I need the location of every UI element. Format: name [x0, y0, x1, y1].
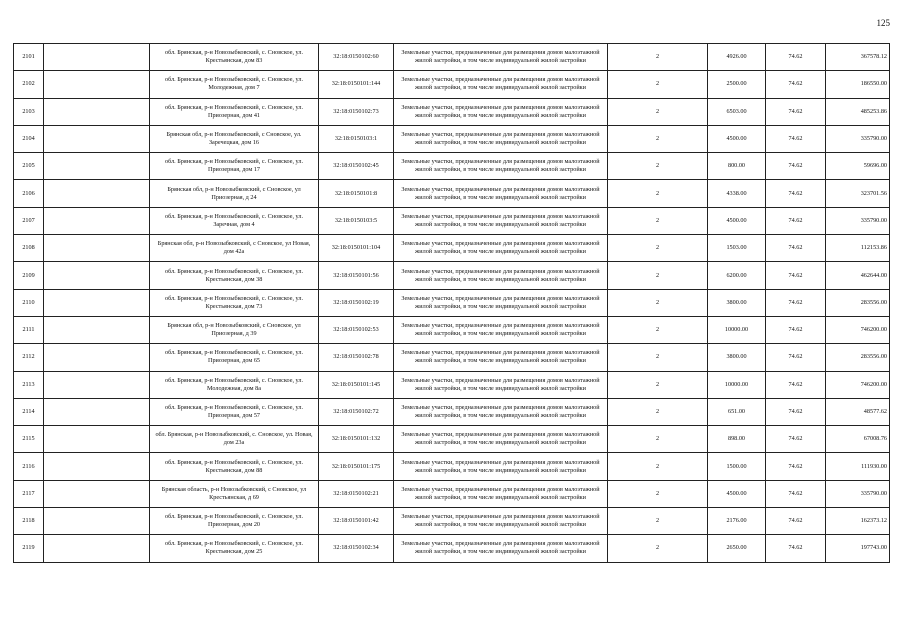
cadastral-number-cell: 32:18:0150101:145 — [319, 371, 394, 398]
rate-cell: 74.62 — [766, 371, 826, 398]
category-cell: 2 — [608, 180, 708, 207]
table-row — [14, 426, 890, 453]
area-cell: 2500.00 — [708, 71, 766, 98]
spacer-cell — [44, 207, 150, 234]
cadastral-value-cell: 67008.76 — [826, 426, 890, 453]
land-use-cell: Земельные участки, предназначенные для размещения домов малоэтажной жилой застройки, в том числе индивидуальной жилой застройки — [394, 207, 608, 234]
cadastral-value-cell: 283556.00 — [826, 289, 890, 316]
area-cell: 6503.00 — [708, 98, 766, 125]
address-cell: обл. Брянская, р-н Новозыбковский, с. Сновское, ул. Крестьянская, дом 25 — [150, 535, 319, 562]
spacer-cell — [44, 371, 150, 398]
land-use-cell: Земельные участки, предназначенные для размещения домов малоэтажной жилой застройки, в том числе индивидуальной жилой застройки — [394, 316, 608, 343]
area-cell: 3800.00 — [708, 289, 766, 316]
rate-cell: 74.62 — [766, 125, 826, 152]
address-cell: Брянская обл, р-н Новозыбковский, с Сновское, ул Новая, дом 42а — [150, 235, 319, 262]
address-cell: обл. Брянская, р-н Новозыбковский, с. Сновское, ул. Приозерная, дом 57 — [150, 398, 319, 425]
address-cell: обл. Брянская, р-н Новозыбковский, с. Сновское, ул. Крестьянская, дом 88 — [150, 453, 319, 480]
cadastral-value-cell: 59696.00 — [826, 153, 890, 180]
address-cell: обл. Брянская, р-н Новозыбковский, с. Сновское, ул. Молодежная, дом 7 — [150, 71, 319, 98]
cadastral-value-cell: 335790.00 — [826, 125, 890, 152]
rate-cell: 74.62 — [766, 262, 826, 289]
row-number: 2107 — [14, 207, 44, 234]
cadastral-value-cell: 367578.12 — [826, 44, 890, 71]
rate-cell: 74.62 — [766, 153, 826, 180]
cadastral-number-cell: 32:18:0150102:73 — [319, 98, 394, 125]
cadastral-number-cell: 32:18:0150101:144 — [319, 71, 394, 98]
table-row — [14, 207, 890, 234]
category-cell: 2 — [608, 44, 708, 71]
address-cell: обл. Брянская, р-н Новозыбковский, с. Сновское, ул. Крестьянская, дом 83 — [150, 44, 319, 71]
cadastral-value-cell: 335790.00 — [826, 480, 890, 507]
spacer-cell — [44, 71, 150, 98]
spacer-cell — [44, 453, 150, 480]
cadastral-value-cell: 197743.00 — [826, 535, 890, 562]
cadastral-number-cell: 32:18:0150102:19 — [319, 289, 394, 316]
area-cell: 4500.00 — [708, 207, 766, 234]
cadastral-number-cell: 32:18:0150101:175 — [319, 453, 394, 480]
rate-cell: 74.62 — [766, 44, 826, 71]
cadastral-number-cell: 32:18:0150101:42 — [319, 508, 394, 535]
area-cell: 1503.00 — [708, 235, 766, 262]
land-use-cell: Земельные участки, предназначенные для размещения домов малоэтажной жилой застройки, в том числе индивидуальной жилой застройки — [394, 71, 608, 98]
land-use-cell: Земельные участки, предназначенные для размещения домов малоэтажной жилой застройки, в том числе индивидуальной жилой застройки — [394, 453, 608, 480]
cadastral-value-cell: 112153.86 — [826, 235, 890, 262]
row-number: 2117 — [14, 480, 44, 507]
address-cell: обл. Брянская, р-н Новозыбковский, с. Сновское, ул. Крестьянская, дом 73 — [150, 289, 319, 316]
area-cell: 3800.00 — [708, 344, 766, 371]
rate-cell: 74.62 — [766, 453, 826, 480]
category-cell: 2 — [608, 480, 708, 507]
area-cell: 4500.00 — [708, 480, 766, 507]
table-row — [14, 371, 890, 398]
page-number: 125 — [876, 18, 890, 28]
land-use-cell: Земельные участки, предназначенные для размещения домов малоэтажной жилой застройки, в том числе индивидуальной жилой застройки — [394, 371, 608, 398]
row-number: 2110 — [14, 289, 44, 316]
cadastral-number-cell: 32:18:0150102:21 — [319, 480, 394, 507]
table-row — [14, 316, 890, 343]
table-row — [14, 480, 890, 507]
address-cell: Брянская обл, р-н Новозыбковский, с Сновское, ул Приозерная, д 39 — [150, 316, 319, 343]
area-cell: 898.00 — [708, 426, 766, 453]
row-number: 2115 — [14, 426, 44, 453]
cadastral-value-cell: 186550.00 — [826, 71, 890, 98]
cadastral-number-cell: 32:18:0150102:34 — [319, 535, 394, 562]
cadastral-number-cell: 32:18:0150101:104 — [319, 235, 394, 262]
cadastral-number-cell: 32:18:0150102:72 — [319, 398, 394, 425]
category-cell: 2 — [608, 71, 708, 98]
category-cell: 2 — [608, 344, 708, 371]
land-use-cell: Земельные участки, предназначенные для размещения домов малоэтажной жилой застройки, в том числе индивидуальной жилой застройки — [394, 344, 608, 371]
cadastral-number-cell: 32:18:0150101:132 — [319, 426, 394, 453]
table-row — [14, 344, 890, 371]
rate-cell: 74.62 — [766, 71, 826, 98]
category-cell: 2 — [608, 207, 708, 234]
area-cell: 2176.00 — [708, 508, 766, 535]
row-number: 2105 — [14, 153, 44, 180]
spacer-cell — [44, 344, 150, 371]
rate-cell: 74.62 — [766, 98, 826, 125]
category-cell: 2 — [608, 316, 708, 343]
cadastral-value-cell: 323701.56 — [826, 180, 890, 207]
table-row — [14, 508, 890, 535]
cadastral-value-cell: 335790.00 — [826, 207, 890, 234]
spacer-cell — [44, 98, 150, 125]
address-cell: обл. Брянская, р-н Новозыбковский, с. Сновское, ул. Приозерная, дом 65 — [150, 344, 319, 371]
spacer-cell — [44, 398, 150, 425]
rate-cell: 74.62 — [766, 289, 826, 316]
area-cell: 10000.00 — [708, 371, 766, 398]
address-cell: Брянская обл, р-н Новозыбковский, с Сновское, ул Приозерная, д 24 — [150, 180, 319, 207]
table-row — [14, 235, 890, 262]
address-cell: обл. Брянская, р-н Новозыбковский, с. Сновское, ул. Новая, дом 23а — [150, 426, 319, 453]
land-use-cell: Земельные участки, предназначенные для размещения домов малоэтажной жилой застройки, в том числе индивидуальной жилой застройки — [394, 180, 608, 207]
rate-cell: 74.62 — [766, 398, 826, 425]
rate-cell: 74.62 — [766, 316, 826, 343]
spacer-cell — [44, 316, 150, 343]
address-cell: обл. Брянская, р-н Новозыбковский, с. Сновское, ул. Заречная, дом 4 — [150, 207, 319, 234]
row-number: 2106 — [14, 180, 44, 207]
cadastral-number-cell: 32:18:0150101:8 — [319, 180, 394, 207]
land-use-cell: Земельные участки, предназначенные для размещения домов малоэтажной жилой застройки, в том числе индивидуальной жилой застройки — [394, 535, 608, 562]
area-cell: 4338.00 — [708, 180, 766, 207]
category-cell: 2 — [608, 508, 708, 535]
cadastral-value-cell: 111930.00 — [826, 453, 890, 480]
cadastral-number-cell: 32:18:0150102:78 — [319, 344, 394, 371]
row-number: 2114 — [14, 398, 44, 425]
address-cell: Брянская обл, р-н Новозыбковский, с Сновское, ул. Заречецкая, дом 16 — [150, 125, 319, 152]
spacer-cell — [44, 125, 150, 152]
area-cell: 10000.00 — [708, 316, 766, 343]
row-number: 2109 — [14, 262, 44, 289]
land-use-cell: Земельные участки, предназначенные для размещения домов малоэтажной жилой застройки, в том числе индивидуальной жилой застройки — [394, 508, 608, 535]
row-number: 2112 — [14, 344, 44, 371]
cadastral-value-cell: 162373.12 — [826, 508, 890, 535]
row-number: 2102 — [14, 71, 44, 98]
land-use-cell: Земельные участки, предназначенные для размещения домов малоэтажной жилой застройки, в том числе индивидуальной жилой застройки — [394, 153, 608, 180]
land-use-cell: Земельные участки, предназначенные для размещения домов малоэтажной жилой застройки, в том числе индивидуальной жилой застройки — [394, 235, 608, 262]
area-cell: 4500.00 — [708, 125, 766, 152]
land-use-cell: Земельные участки, предназначенные для размещения домов малоэтажной жилой застройки, в том числе индивидуальной жилой застройки — [394, 426, 608, 453]
table-row — [14, 180, 890, 207]
address-cell: обл. Брянская, р-н Новозыбковский, с. Сновское, ул. Молодежная, дом 8а — [150, 371, 319, 398]
cadastral-number-cell: 32:18:0150103:1 — [319, 125, 394, 152]
area-cell: 2650.00 — [708, 535, 766, 562]
area-cell: 651.00 — [708, 398, 766, 425]
cadastral-number-cell: 32:18:0150101:56 — [319, 262, 394, 289]
rate-cell: 74.62 — [766, 508, 826, 535]
category-cell: 2 — [608, 125, 708, 152]
table-row — [14, 153, 890, 180]
spacer-cell — [44, 180, 150, 207]
category-cell: 2 — [608, 371, 708, 398]
row-number: 2104 — [14, 125, 44, 152]
spacer-cell — [44, 426, 150, 453]
row-number: 2119 — [14, 535, 44, 562]
land-use-cell: Земельные участки, предназначенные для размещения домов малоэтажной жилой застройки, в том числе индивидуальной жилой застройки — [394, 480, 608, 507]
cadastral-number-cell: 32:18:0150102:53 — [319, 316, 394, 343]
table-row — [14, 262, 890, 289]
spacer-cell — [44, 153, 150, 180]
category-cell: 2 — [608, 535, 708, 562]
table-row — [14, 44, 890, 71]
land-use-cell: Земельные участки, предназначенные для размещения домов малоэтажной жилой застройки, в том числе индивидуальной жилой застройки — [394, 398, 608, 425]
cadastral-value-cell: 283556.00 — [826, 344, 890, 371]
cadastral-value-cell: 462644.00 — [826, 262, 890, 289]
land-use-cell: Земельные участки, предназначенные для размещения домов малоэтажной жилой застройки, в том числе индивидуальной жилой застройки — [394, 98, 608, 125]
table-row — [14, 125, 890, 152]
table-row — [14, 71, 890, 98]
category-cell: 2 — [608, 235, 708, 262]
area-cell: 4926.00 — [708, 44, 766, 71]
land-registry-table — [13, 43, 890, 563]
area-cell: 6200.00 — [708, 262, 766, 289]
area-cell: 800.00 — [708, 153, 766, 180]
table-row — [14, 98, 890, 125]
address-cell: обл. Брянская, р-н Новозыбковский, с. Сновское, ул. Приозерная, дом 20 — [150, 508, 319, 535]
address-cell: обл. Брянская, р-н Новозыбковский, с. Сновское, ул. Крестьянская, дом 38 — [150, 262, 319, 289]
table-row — [14, 289, 890, 316]
rate-cell: 74.62 — [766, 344, 826, 371]
cadastral-value-cell: 485253.86 — [826, 98, 890, 125]
category-cell: 2 — [608, 453, 708, 480]
rate-cell: 74.62 — [766, 426, 826, 453]
spacer-cell — [44, 44, 150, 71]
cadastral-number-cell: 32:18:0150102:45 — [319, 153, 394, 180]
category-cell: 2 — [608, 98, 708, 125]
rate-cell: 74.62 — [766, 207, 826, 234]
spacer-cell — [44, 480, 150, 507]
address-cell: Брянская область, р-н Новозыбковский, с Сновское, ул Крестьянская, д 69 — [150, 480, 319, 507]
cadastral-number-cell: 32:18:0150102:60 — [319, 44, 394, 71]
address-cell: обл. Брянская, р-н Новозыбковский, с. Сновское, ул. Приозерная, дом 17 — [150, 153, 319, 180]
category-cell: 2 — [608, 153, 708, 180]
rate-cell: 74.62 — [766, 480, 826, 507]
row-number: 2116 — [14, 453, 44, 480]
row-number: 2103 — [14, 98, 44, 125]
row-number: 2118 — [14, 508, 44, 535]
cadastral-number-cell: 32:18:0150103:5 — [319, 207, 394, 234]
rate-cell: 74.62 — [766, 180, 826, 207]
rate-cell: 74.62 — [766, 235, 826, 262]
land-use-cell: Земельные участки, предназначенные для размещения домов малоэтажной жилой застройки, в том числе индивидуальной жилой застройки — [394, 289, 608, 316]
table-row — [14, 535, 890, 562]
spacer-cell — [44, 289, 150, 316]
rate-cell: 74.62 — [766, 535, 826, 562]
row-number: 2113 — [14, 371, 44, 398]
row-number: 2108 — [14, 235, 44, 262]
category-cell: 2 — [608, 398, 708, 425]
area-cell: 1500.00 — [708, 453, 766, 480]
land-use-cell: Земельные участки, предназначенные для размещения домов малоэтажной жилой застройки, в том числе индивидуальной жилой застройки — [394, 262, 608, 289]
spacer-cell — [44, 535, 150, 562]
table-row — [14, 398, 890, 425]
table-row — [14, 453, 890, 480]
row-number: 2101 — [14, 44, 44, 71]
category-cell: 2 — [608, 289, 708, 316]
cadastral-value-cell: 746200.00 — [826, 316, 890, 343]
land-use-cell: Земельные участки, предназначенные для размещения домов малоэтажной жилой застройки, в том числе индивидуальной жилой застройки — [394, 44, 608, 71]
table-body — [14, 44, 890, 563]
category-cell: 2 — [608, 426, 708, 453]
spacer-cell — [44, 262, 150, 289]
spacer-cell — [44, 235, 150, 262]
land-use-cell: Земельные участки, предназначенные для размещения домов малоэтажной жилой застройки, в том числе индивидуальной жилой застройки — [394, 125, 608, 152]
address-cell: обл. Брянская, р-н Новозыбковский, с. Сновское, ул. Приозерная, дом 41 — [150, 98, 319, 125]
row-number: 2111 — [14, 316, 44, 343]
spacer-cell — [44, 508, 150, 535]
category-cell: 2 — [608, 262, 708, 289]
cadastral-value-cell: 48577.62 — [826, 398, 890, 425]
cadastral-value-cell: 746200.00 — [826, 371, 890, 398]
